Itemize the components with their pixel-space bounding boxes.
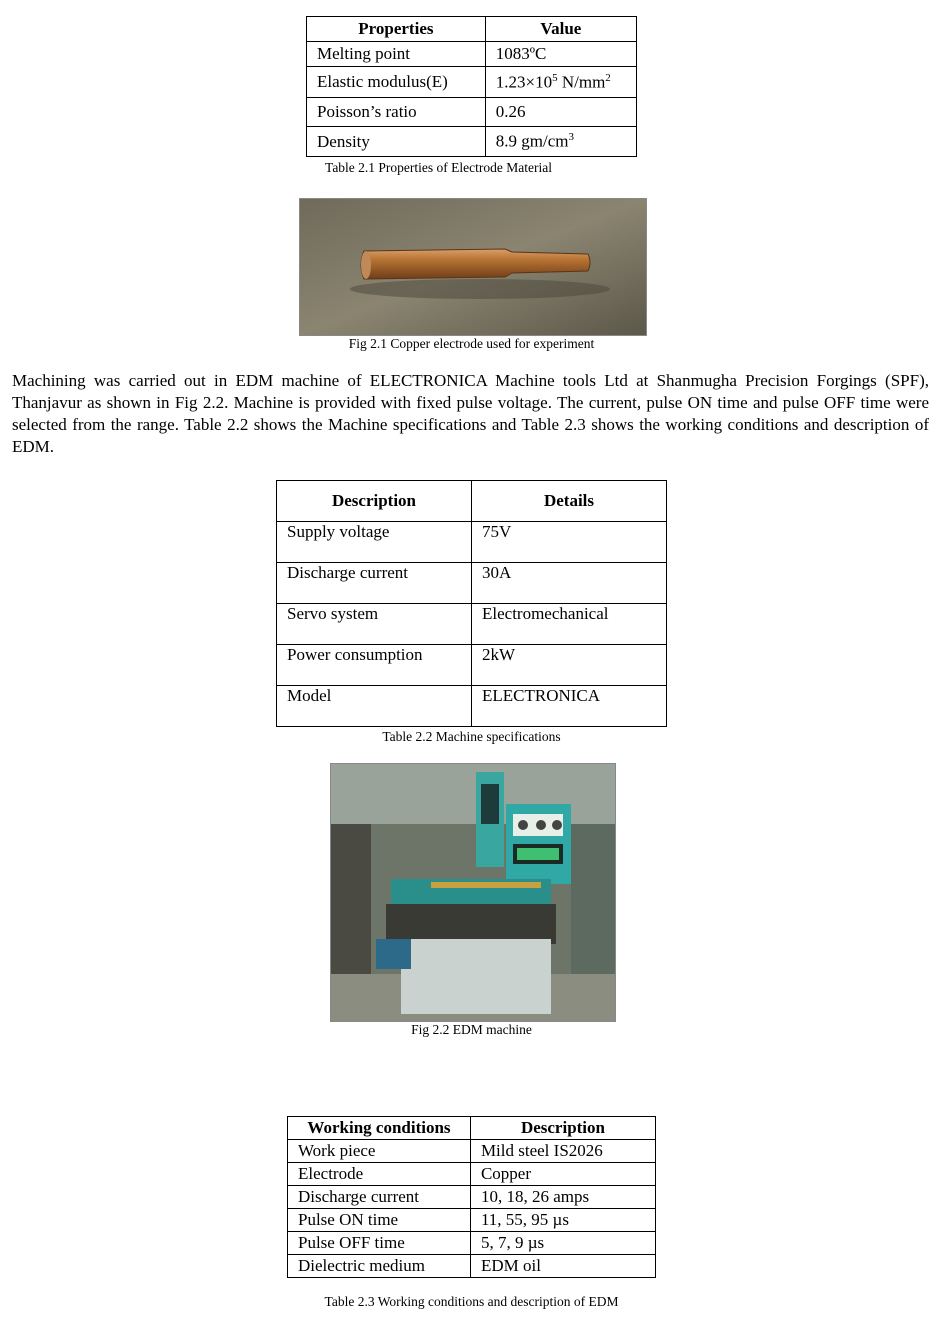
table-header-cell: Properties <box>307 17 486 42</box>
property-label: Melting point <box>307 42 486 67</box>
table-row <box>277 604 667 645</box>
table-row <box>288 1163 656 1186</box>
table-row <box>288 1186 656 1209</box>
table-cell: Mild steel IS2026 <box>470 1140 655 1163</box>
property-label: Density <box>307 127 486 157</box>
property-label: Poisson’s ratio <box>307 98 486 127</box>
table-row <box>277 563 667 604</box>
table-cell: Work piece <box>288 1140 471 1163</box>
table-cell: Model <box>277 686 472 727</box>
table-row <box>307 98 637 127</box>
table-header-cell: Description <box>470 1117 655 1140</box>
edm-machine-photo <box>330 763 616 1022</box>
table-cell: Pulse OFF time <box>288 1232 471 1255</box>
table-cell: Copper <box>470 1163 655 1186</box>
table-row <box>277 645 667 686</box>
table-header-cell: Details <box>472 481 667 522</box>
table-header-cell: Description <box>277 481 472 522</box>
table-cell: 5, 7, 9 µs <box>470 1232 655 1255</box>
table-working-conditions <box>287 1116 656 1278</box>
table-cell: ELECTRONICA <box>472 686 667 727</box>
table-cell: 11, 55, 95 µs <box>470 1209 655 1232</box>
figure-caption: Fig 2.1 Copper electrode used for experiment <box>348 336 595 351</box>
table-cell: EDM oil <box>470 1255 655 1278</box>
table-caption: Table 2.2 Machine specifications <box>382 729 561 744</box>
table-cell: Dielectric medium <box>288 1255 471 1278</box>
table-cell: Servo system <box>277 604 472 645</box>
table-cell: Pulse ON time <box>288 1209 471 1232</box>
property-label: Elastic modulus(E) <box>307 67 486 98</box>
table-cell: Supply voltage <box>277 522 472 563</box>
table-row <box>307 127 637 157</box>
table-cell: 75V <box>472 522 667 563</box>
table-row <box>288 1232 656 1255</box>
table-row <box>307 42 637 67</box>
table-caption: Table 2.1 Properties of Electrode Material <box>325 160 552 175</box>
table-electrode-properties <box>306 16 637 157</box>
table-row <box>288 1209 656 1232</box>
property-value: 8.9 $gm/cm^3$ <box>485 127 636 157</box>
table-cell: Electromechanical <box>472 604 667 645</box>
table-cell: Electrode <box>288 1163 471 1186</box>
table-header-cell: Value <box>485 17 636 42</box>
figure-caption: Fig 2.2 EDM machine <box>411 1022 532 1037</box>
table-cell: 10, 18, 26 amps <box>470 1186 655 1209</box>
copper-electrode-photo <box>299 198 647 336</box>
table-row <box>288 1255 656 1278</box>
table-cell: Power consumption <box>277 645 472 686</box>
property-value: 0.26 <box>485 98 636 127</box>
property-value: $1.23\times 10^5$ $N/mm^2$ <box>485 67 636 98</box>
table-row <box>277 522 667 563</box>
table-row <box>288 1140 656 1163</box>
table-caption: Table 2.3 Working conditions and description of EDM <box>324 1294 619 1309</box>
property-value: 1083ºC <box>485 42 636 67</box>
table-row <box>277 686 667 727</box>
table-header-cell: Working conditions <box>288 1117 471 1140</box>
table-cell: Discharge current <box>277 563 472 604</box>
body-paragraph: Machining was carried out in EDM machine of ELECTRONICA Machine tools Ltd at Shanmugha Precision Forgings (SPF), Thanjavur as shown in Fig 2.2. Machine is provided with fixed pulse voltage. The current, pulse ON time and pulse OFF time were selected from the range. Table 2.2 shows the Machine specifications and Table 2.3 shows the working conditions and description of EDM. <box>12 371 929 456</box>
table-cell: 2kW <box>472 645 667 686</box>
table-cell: 30A <box>472 563 667 604</box>
table-machine-specifications <box>276 480 667 727</box>
table-cell: Discharge current <box>288 1186 471 1209</box>
table-row <box>307 67 637 98</box>
